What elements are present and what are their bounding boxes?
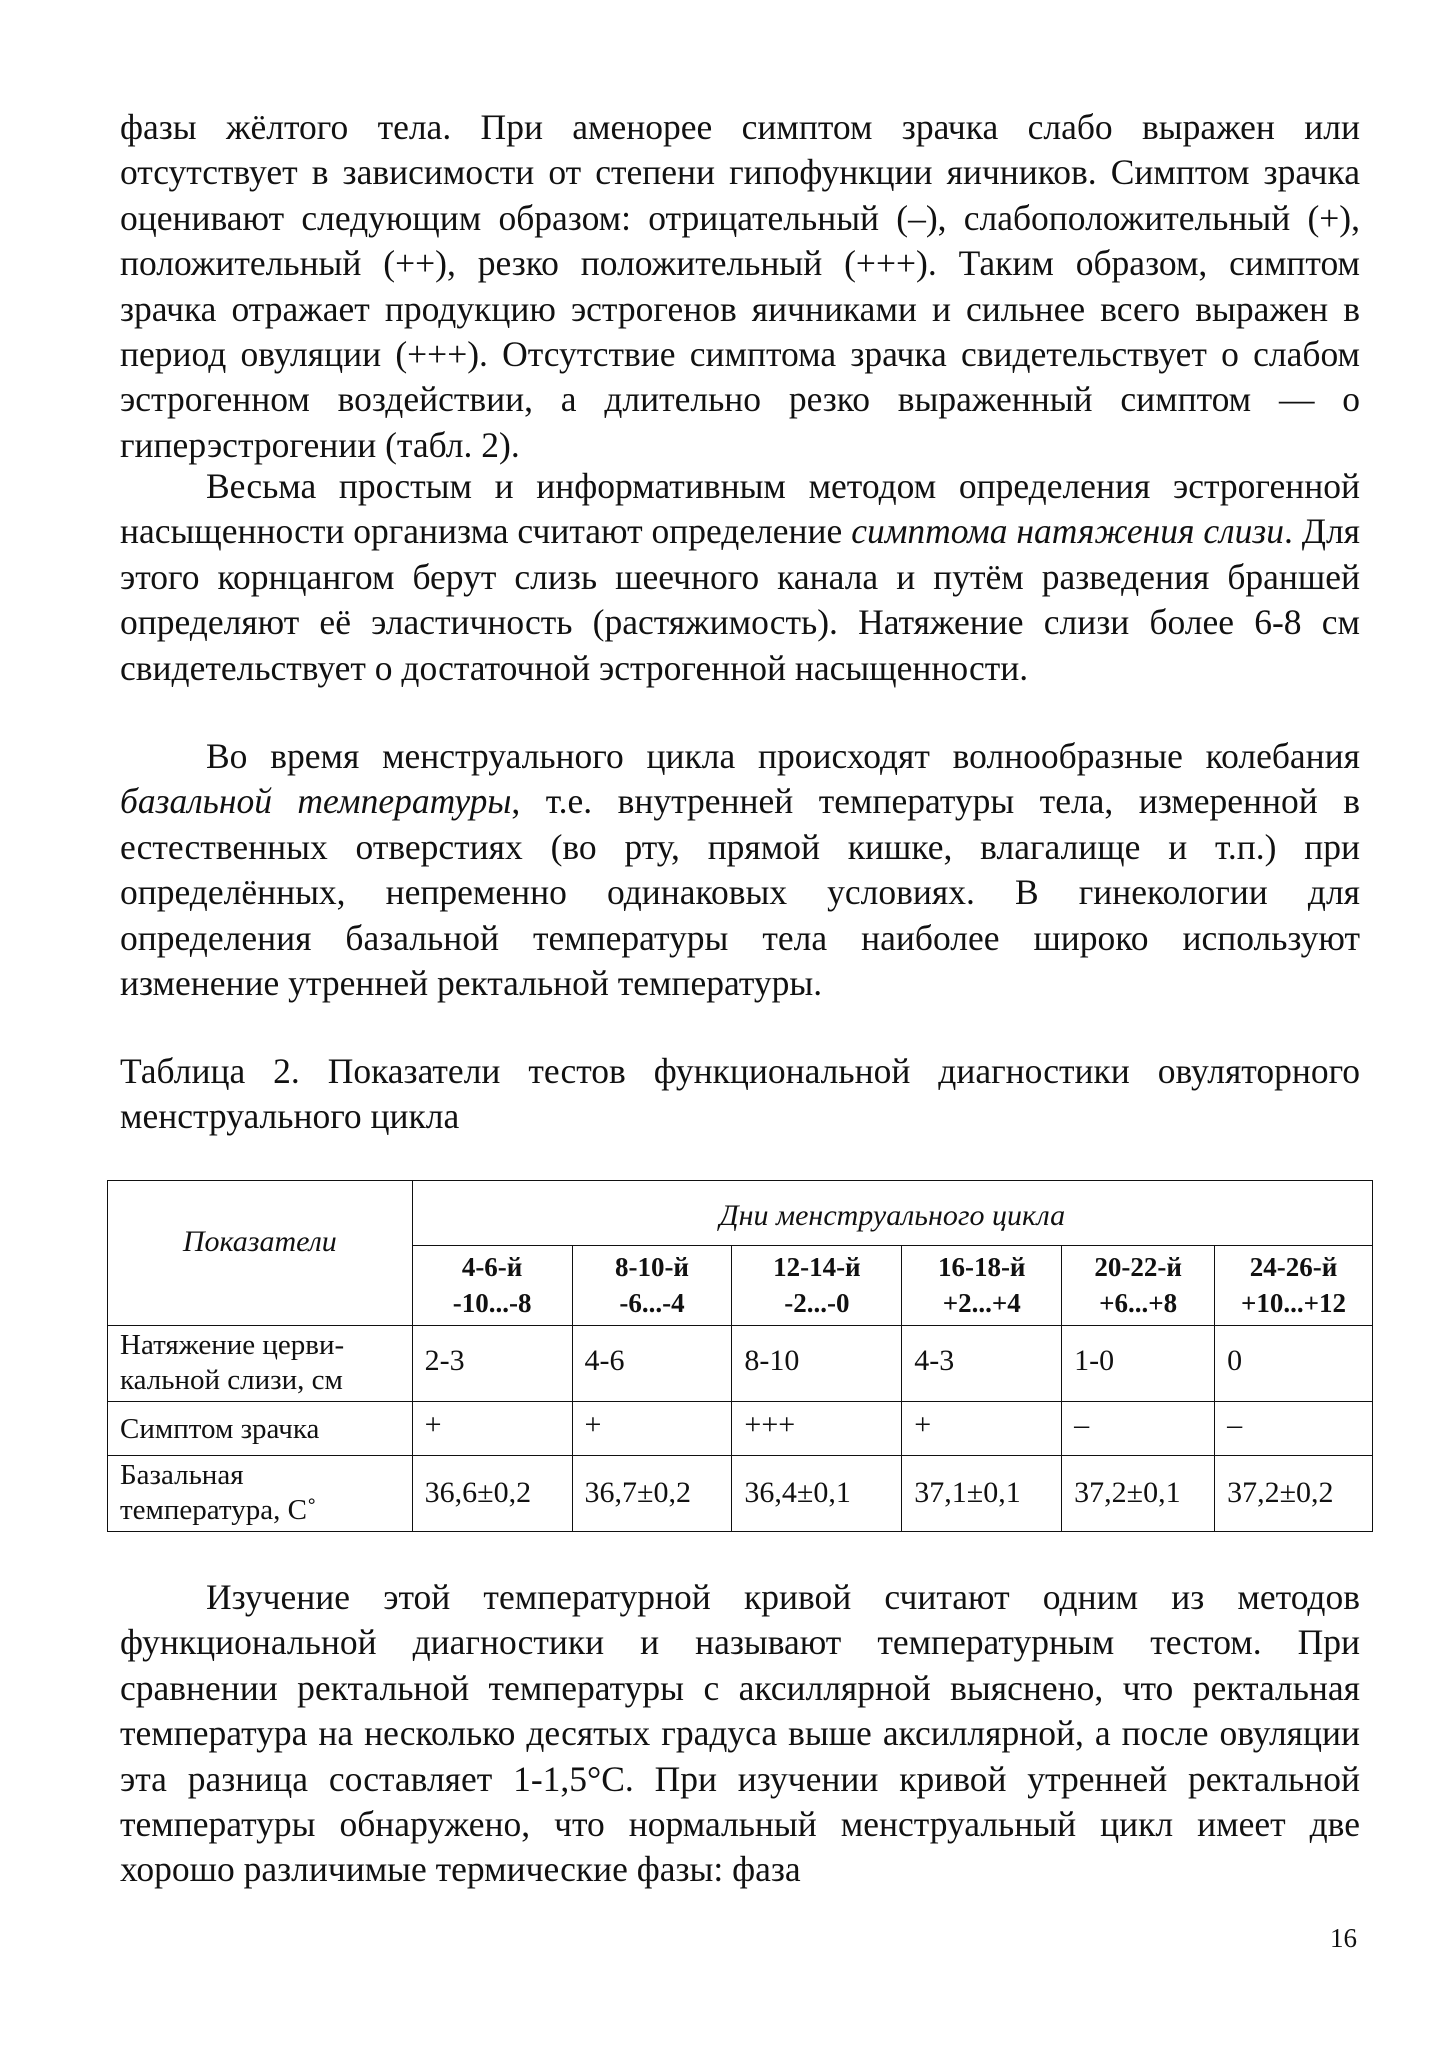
table-caption-text: Таблица 2. Показатели тестов функциональной диагностики овуляторного менструального цикла (120, 1051, 1360, 1137)
table-cell: 8-10 (732, 1326, 902, 1402)
table-cell: + (412, 1402, 572, 1456)
header-cycle-days: Дни менструального цикла (412, 1181, 1372, 1246)
table-cell: 36,7±0,2 (572, 1456, 732, 1532)
day-header (1062, 1246, 1215, 1326)
day-offset: +10...+12 (1241, 1288, 1347, 1318)
day-header (1215, 1246, 1373, 1326)
paragraph-1-text: фазы жёлтого тела. При аменорее симптом зрачка слабо выражен или отсутствует в зависимости от степени гипофункции яичников. Симптом зрачка оценивают следующим образом: отрицательный (–), слабоположительный (+), положительный (++), резко положительный (+++). Таким образом, симптом зрачка отражает продукцию эстрогенов яичниками и сильнее всего выражен в период овуляции (+++). Отсутствие симптома зрачка свидетельствует о слабом эстрогенном воздействии, а длительно резко выраженный симптом — о гиперэстрогении (табл. 2). (120, 107, 1360, 465)
paragraph-1 (120, 105, 1360, 468)
day-range: 20-22-й (1094, 1252, 1182, 1282)
day-header (732, 1246, 902, 1326)
paragraph-2-text-a: Весьма простым и информативным методом определения эстрогенной насыщенности организма считают определение (120, 466, 1360, 552)
diagnostics-table (107, 1180, 1373, 1532)
table-cell: 0 (1215, 1326, 1373, 1402)
row-label-line: Натяжение церви- (120, 1329, 345, 1361)
table-cell: + (572, 1402, 732, 1456)
table-caption (120, 1049, 1360, 1140)
day-range: 4-6-й (461, 1252, 523, 1282)
paragraph-4 (120, 1575, 1360, 1893)
paragraph-2-text-c: . Для этого корнцангом берут слизь шеечного канала и путём разведения браншей определяют её эластичность (растяжимость). Натяжение слизи более 6-8 см свидетельствует о достаточной эстрогенной насыщенности. (120, 511, 1361, 688)
row-label: Симптом зрачка (108, 1402, 413, 1456)
header-indicators: Показатели (108, 1181, 413, 1326)
day-range: 8-10-й (614, 1252, 689, 1282)
table-cell: +++ (732, 1402, 902, 1456)
day-offset: -6...-4 (619, 1288, 685, 1318)
table-cell: 37,2±0,1 (1062, 1456, 1215, 1532)
page-number: 16 (1330, 1923, 1357, 1953)
table-row (108, 1326, 1373, 1402)
day-range: 16-18-й (937, 1252, 1026, 1282)
table-cell: 37,2±0,2 (1215, 1456, 1373, 1532)
day-offset: +6...+8 (1099, 1288, 1178, 1318)
paragraph-3 (120, 734, 1360, 1006)
paragraph-3-term: базальной температуры (120, 781, 512, 822)
paragraph-3-text-c: , т.е. внутренней температуры тела, измеренной в естественных отверстиях (во рту, прямой кишке, влагалище и т.п.) при определённых, непременно одинаковых условиях. В гинекологии для определения базальной температуры тела наиболее широко используют изменение утренней ректальной температуры. (120, 781, 1360, 1004)
table-cell: 2-3 (412, 1326, 572, 1402)
table-cell: + (902, 1402, 1062, 1456)
day-range: 12-14-й (773, 1252, 861, 1282)
day-header (902, 1246, 1062, 1326)
table-cell: 36,6±0,2 (412, 1456, 572, 1532)
paragraph-2-term: симптома натяжения слизи (851, 511, 1284, 552)
table-cell: 4-6 (572, 1326, 732, 1402)
row-label (108, 1456, 413, 1532)
table-cell: – (1215, 1402, 1373, 1456)
table-cell: 37,1±0,1 (902, 1456, 1062, 1532)
row-label-line: кальной слизи, см (120, 1364, 343, 1396)
table-cell: 1-0 (1062, 1326, 1215, 1402)
table-cell: 36,4±0,1 (732, 1456, 902, 1532)
day-header (572, 1246, 732, 1326)
day-range: 24-26-й (1249, 1252, 1338, 1282)
table-cell: 4-3 (902, 1326, 1062, 1402)
day-offset: +2...+4 (942, 1288, 1021, 1318)
table-row (108, 1456, 1373, 1532)
day-header (412, 1246, 572, 1326)
paragraph-2 (120, 464, 1360, 691)
day-offset: -2...-0 (784, 1288, 850, 1318)
paragraph-3-text-a: Во время менструального цикла происходят волнообразные колебания (206, 736, 1360, 776)
row-label-line: температура, С˚ (120, 1494, 317, 1526)
day-offset: -10...-8 (452, 1288, 532, 1318)
row-label (108, 1326, 413, 1402)
row-label-line: Базальная (120, 1459, 244, 1491)
paragraph-4-text: Изучение этой температурной кривой считают одним из методов функциональной диагностики и называют температурным тестом. При сравнении ректальной температуры с аксиллярной выяснено, что ректальная температура на несколько десятых градуса выше аксиллярной, а после овуляции эта разница составляет 1-1,5°С. При изучении кривой утренней ректальной температуры обнаружено, что нормальный менструальный цикл имеет две хорошо различимые термические фазы: фаза (120, 1577, 1360, 1890)
table-row (108, 1402, 1373, 1456)
table-cell: – (1062, 1402, 1215, 1456)
